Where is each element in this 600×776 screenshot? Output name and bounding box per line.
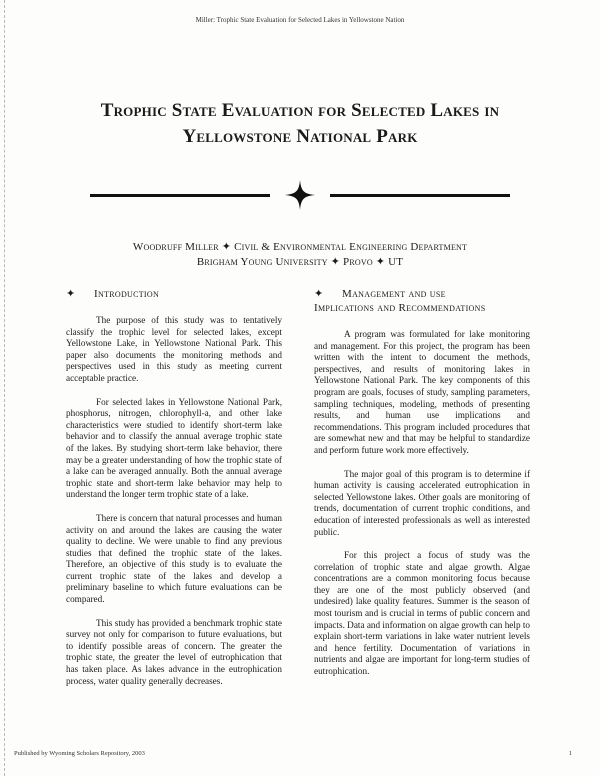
introduction-heading-text: Introduction (94, 288, 160, 300)
divider-bar-right (330, 194, 510, 197)
section-heading-introduction (66, 287, 282, 301)
paragraph: There is concern that natural processes and human activity on and around the lakes are causing the water quality to decline. We were unable to find any previous studies that defined the trophic state of the lakes. Therefore, an objective of this study is to evaluate the current trophic state of the lakes and develop a preliminary baseline to which future evaluations can be compared. (66, 512, 282, 605)
title-divider (90, 180, 510, 210)
title-line-1: Trophic State Evaluation for Selected Lakes in (100, 100, 500, 121)
star-bullet-icon: ✦ (66, 288, 76, 300)
divider-bar-left (90, 194, 270, 197)
right-column (314, 287, 530, 690)
paragraph: For selected lakes in Yellowstone National Park, phosphorus, nitrogen, chlorophyll-a, and other lake characteristics were studied to identify short-term lake behavior and to classify the annual average trophic state of the lakes. By studying short-term lake behavior, there may be a greater understanding of how the trophic state of a lake can be averaged annually. Both the annual average trophic state and short-term lake behavior may help to understand the longer term trophic state of a lake. (66, 396, 282, 500)
author-block (40, 240, 560, 270)
paragraph: The major goal of this program is to determine if human activity is causing accelerated eutrophication in selected Yellowstone lakes. Other goals are monitoring of trends, documentation of current trophic conditions, and education of interested professionals as well as interested public. (314, 468, 530, 537)
star-bullet-icon: ✦ (314, 288, 324, 300)
four-point-star-icon (285, 180, 315, 210)
author-line-2: Brigham Young University ✦ Provo ✦ UT (196, 256, 404, 268)
title-line-2: Yellowstone National Park (182, 126, 418, 147)
paragraph: A program was formulated for lake monitoring and management. For this project, the program has been written with the intent to document the methods, perspectives, and results of monitoring lakes in Yellowstone National Park. The key components of this program are goals, focuses of study, sampling parameters, sampling techniques, modeling, methods of presenting results, and human use implications and recommendations. This program included procedures that are somewhat new and that may be helpful to standardize and perform future work more effectively. (314, 329, 530, 455)
management-heading-line-2: Implications and Recommendations (314, 302, 486, 314)
footer-publisher: Published by Wyoming Scholars Repository, 2003 (14, 750, 145, 757)
section-heading-management (314, 287, 530, 315)
paragraph: The purpose of this study was to tentatively classify the trophic level for selected lakes, except Yellowstone Lake, in Yellowstone National Park. This paper also documents the monitoring methods and perspectives used in this study as meeting current acceptable practice. (66, 315, 282, 383)
left-column (66, 287, 282, 699)
author-line-1: Woodruff Miller ✦ Civil & Environmental Engineering Department (132, 241, 468, 253)
paper-title (40, 98, 560, 150)
management-heading-line-1: Management and use (342, 288, 446, 300)
page-edge-rule (4, 0, 5, 776)
page-number: 1 (568, 750, 572, 757)
paragraph: This study has provided a benchmark trophic state survey not only for comparison to future evaluations, but to identify possible areas of concern. The greater the trophic state, the greater the level of eutrophication that has taken place. As lakes advance in the eutrophication process, water quality generally decreases. (66, 617, 282, 686)
running-head: Miller: Trophic State Evaluation for Selected Lakes in Yellowstone Nation (195, 16, 405, 24)
paragraph: For this project a focus of study was the correlation of trophic state and algae growth. Algae concentrations are a common monitoring focus because they are one of the most publicly observed (and undesired) lake quality features. Summer is the season of most tourism and is crucial in terms of public concern and impacts. Data and information on algae growth can help to explain short-term variations in lake water nutrient levels and hence fertility. Documentation of variations in nutrients and algae are important for long-term studies of eutrophication. (314, 550, 530, 677)
